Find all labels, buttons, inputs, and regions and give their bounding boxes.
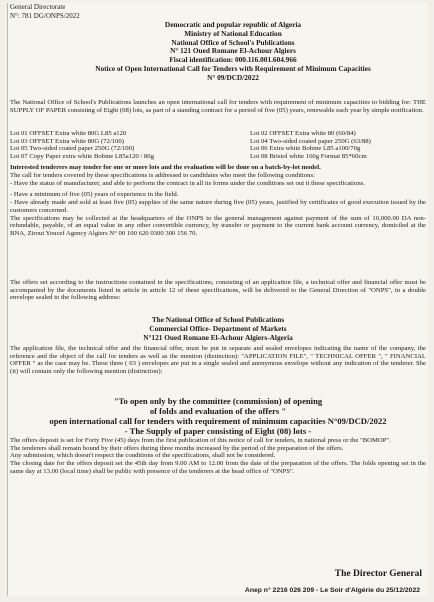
condition-item: - Have a minimum of five (05) years of experience in the field.	[10, 191, 179, 199]
title-line-6: Notice of Open International Call for Tenders with Requirement of Minimum Capacities	[95, 63, 371, 73]
application-paragraph: The application file, the technical offer and the financial offer, must be put in separate and sealed envelopes indicating the name of the company, the reference and the object of the call for tenders as well as the mention (distinction): "APPLICATION FILE", " TECHNICAL OFFER ", " FINANCIAL OFFER " as the case may be. These three ( 03 ) envelopes are put in a single sealed and anonymous envelope without any indication of the tenderer. She (it) will contain only the following mention (distinction):	[10, 345, 426, 376]
condition-item: - Have the status of manufacturer, and able to perform the contract in all its forms under the conditions set out it these specifications.	[10, 179, 365, 187]
offers-paragraph: The offers set according to the instructions contained in the specifications, consisting of an application file, a technical offer and financial offer must be accompanied by the documents listed in article in article 12 of these specifications, will be delivered to the General Direction of "ONPS", in a double envelope sealed to the following address:	[10, 279, 426, 302]
header-left	[10, 3, 80, 20]
closing-section	[10, 437, 426, 476]
address-line-3: N°121 Oued Romane El-Achour Algiers-Algeria	[143, 332, 293, 342]
lot-item: Lot 04 Two-sided coated paper 250G (63/88)	[250, 137, 371, 145]
lot-item: Lot 05 Two-sided coated paper 250G (72/100)	[10, 145, 135, 153]
title-block	[68, 21, 398, 83]
lot-item: Lot 03 OFFSET Extra white 80G (72/100)	[10, 137, 124, 145]
conditions-intro: The call for tenders covered by these specifications is addressed to candidates who meet the following conditions:	[10, 172, 315, 179]
deposit-period: The offers deposit is set for Forty Five (45) days from the first publication of this notice of call for tenders, in national press or the "BOMOP".	[10, 437, 391, 444]
lot-row	[10, 145, 420, 153]
title-line-7: N° 09/DCD/2022	[207, 72, 259, 82]
footer-reference: Anep n° 2216 026 209 - Le Soir d'Algérie du 25/12/2022	[244, 587, 420, 594]
header-line-2: N°: 781 DG/ONPS/2022	[10, 11, 80, 20]
conditions-section	[10, 172, 426, 238]
intro-paragraph: The National Office of School's Publications launches an open international call for tenders with requirement of minimum capacities to bidding for: THE SUPPLY OF PAPER consisting of Eight (08) lots, as part of a standing contract for a period of five (05) years, renewable each year by simple notification.	[10, 99, 426, 114]
mention-line-2: of folds and evaluation of the offers "	[149, 406, 287, 416]
newspaper-notice	[7, 3, 428, 596]
title-line-2: Ministry of National Education	[184, 28, 282, 38]
header-line-1: General Directorate	[10, 3, 66, 11]
offer-validity: The tenderers shall remain bound by their offers during three months increased by the period of the preparation of the offers.	[10, 444, 344, 452]
non-compliance: Any submission, which doesn't respect the conditions of the specifications, shall not be considered.	[10, 452, 276, 460]
title-line-4: N° 121 Oued Romane El-Achour Algiers	[170, 46, 296, 56]
lot-item: Lot 06 Extra white Bobine L85 a100/70g	[250, 145, 361, 153]
lot-row	[10, 153, 420, 161]
mention-line-4: - The Supply of paper consisting of Eight (08) lots -	[124, 426, 312, 436]
title-line-1: Democratic and popular republic of Algeria	[164, 20, 302, 29]
lot-item: Lot 07 Copy Paper extra white Bobine L85a120 / 80g	[10, 153, 154, 161]
mention-line-3: open international call for tenders with requirement of minimum capacities N°09/DCD/2022	[49, 416, 387, 426]
address-line-1: The National Office of School Publications	[151, 315, 285, 324]
lot-item: Lot 02 OFFSET Extra white 80 (60/84)	[250, 130, 356, 137]
title-line-3: National Office of School's Publications	[171, 37, 295, 47]
signature: The Director General	[334, 569, 422, 579]
lot-item: Lot 08 Bristol white 160g Format 85*60cm	[250, 153, 367, 161]
title-line-5: Fiscal identification: 000.116.001.604.966	[169, 55, 297, 65]
closing-date: The closing date for the offers deposit set the 45th day from 9.00 AM to 12.00 from the date of the preparation of the offers. The folds opening set in the same day at 13.00 (local time) shall be public with presence of the tenderers at the head office of "ONPS".	[10, 460, 426, 475]
interested-statement: Interested tenderers may tender for one or more lots and the evaluation will be done on a batch-by-lot model.	[10, 164, 321, 171]
mention-block	[10, 396, 426, 436]
address-line-2: Commercial Office- Department of Markets	[149, 323, 287, 333]
lots-list	[10, 130, 420, 161]
lot-item: Lot 01 OFFSET Extra white 80G L85 a120	[10, 130, 127, 137]
address-block	[88, 316, 348, 342]
condition-item: - Have already made and sold at least five (05) supplies of the same nature during five (05) years, justified by certificates of good execution issued by the customers concerned.	[10, 199, 426, 214]
lot-row	[10, 130, 420, 138]
lot-row	[10, 138, 420, 146]
specifications-collection: The specifications may be collected at the headquarters of the ONPS to the general management against payment of the sum of 10,000.00 DA non-refundable, payable, of an equal value in any other convertible currency, by transfer or payment to the current bank account currency, domiciled at the BNA, Zirout Youcef Agency Algiers N° 00 100 620 0300 300 156 70.	[10, 214, 426, 237]
mention-line-1: "To open only by the committee (commission) of opening	[113, 396, 323, 406]
